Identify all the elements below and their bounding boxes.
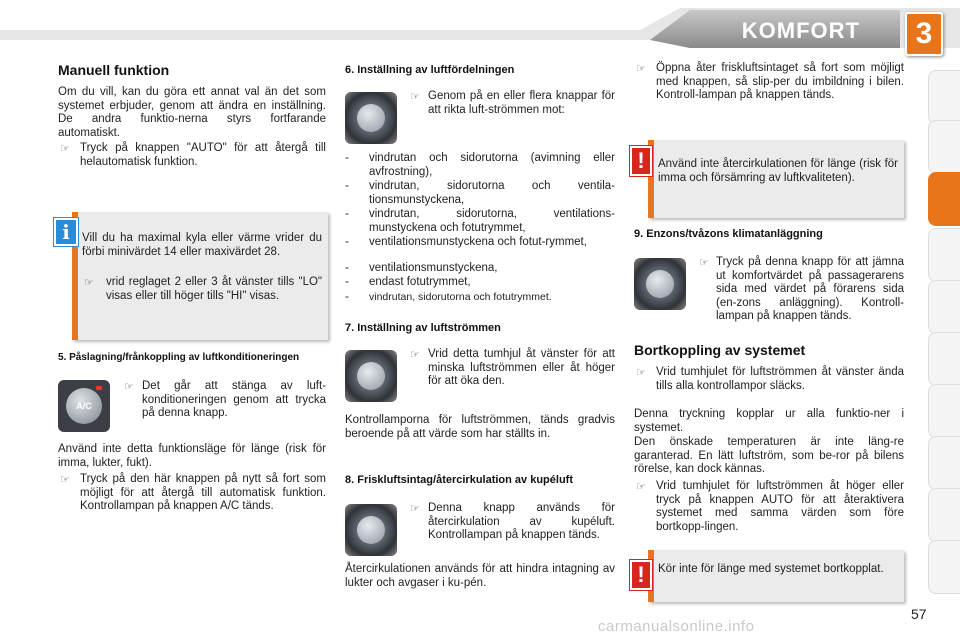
- section8-bullet: Denna knapp används för återcirkulation av kupéluft. Kontrollampan på knappen tänds.: [428, 502, 615, 541]
- side-tab[interactable]: [928, 540, 960, 594]
- air-distribution-knob-image: [345, 92, 397, 144]
- ac-button-image: [58, 380, 110, 432]
- section7-bullet: Vrid detta tumhjul åt vänster för att minska luftströmmen eller åt höger för att öka den.: [428, 348, 615, 387]
- section8-para: Återcirkulationen används för att hindra intagning av lukter och avgaser i ku-pén.: [345, 563, 615, 589]
- recirculation-button-image: [345, 504, 397, 556]
- pointing-hand-icon: ☞: [410, 503, 420, 515]
- chapter-number: 3: [905, 12, 943, 56]
- side-tab[interactable]: [928, 228, 960, 282]
- pointing-hand-icon: ☞: [124, 381, 134, 393]
- bortkoppling-bullet1: Vrid tumhjulet för luftströmmen åt vänster ända tills alla kontrollampor släcks.: [656, 366, 904, 392]
- pointing-hand-icon: ☞: [636, 367, 646, 379]
- side-tab[interactable]: [928, 332, 960, 386]
- page-number: 57: [911, 606, 927, 622]
- side-tab[interactable]: [928, 384, 960, 438]
- bortkoppling-para2: Den önskade temperaturen är inte läng-re garanterad. En lätt luftström, som be-ror på bilens rörelse, kan dock kännas.: [634, 436, 904, 475]
- section6-bullet: Genom på en eller flera knappar för att rikta luft-strömmen mot:: [428, 90, 615, 116]
- pointing-hand-icon: ☞: [636, 481, 646, 493]
- airflow-thumbwheel-image: [345, 350, 397, 402]
- list-item: vindrutan och sidorutorna (avimning eller avfrostning),: [369, 152, 615, 178]
- heading-section-6: 6. Inställning av luftfördelningen: [345, 64, 515, 76]
- pointing-hand-icon: ☞: [636, 63, 646, 75]
- bullet-open-fresh-air: Öppna åter friskluftsintaget så fort som möjligt med knappen, så slip-per du imbildning i bilen. Kontroll-lampan på knappen tänds.: [656, 62, 904, 101]
- pointing-hand-icon: ☞: [410, 91, 420, 103]
- info-icon: i: [54, 218, 78, 246]
- pointing-hand-icon: ☞: [410, 349, 420, 361]
- list-item: endast fotutrymmet,: [369, 276, 471, 288]
- ac-label: A/C: [66, 388, 102, 424]
- warning-text-disabled: Kör inte för länge med systemet bortkopplat.: [658, 563, 884, 575]
- page-title: KOMFORT: [741, 18, 860, 43]
- heading-section-7: 7. Inställning av luftströmmen: [345, 322, 501, 334]
- warning-text-recirculation: Använd inte återcirkulationen för länge (risk för imma och försämring av luftkvaliteten).: [658, 158, 898, 184]
- section9-bullet: Tryck på denna knapp för att jämna ut komfortvärdet på passagerarens sida med värdet på förarens sida (en-zons anläggning). Kontroll-lampan på knappen tänds.: [716, 256, 904, 322]
- info-box-bullet: vrid reglaget 2 eller 3 åt vänster tills "LO" visas eller till höger tills "HI" visas.: [106, 276, 322, 302]
- mono-dual-zone-button-image: [634, 258, 686, 310]
- heading-section-9: 9. Enzons/tvåzons klimatanläggning: [634, 228, 823, 240]
- watermark: carmanualsonline.info: [598, 618, 755, 635]
- bortkoppling-bullet2: Vrid tumhjulet för luftströmmen åt höger eller tryck på knappen AUTO för att återaktivera systemet med samma värden som före bortkopp-lingen.: [656, 480, 904, 533]
- heading-manuell-funktion: Manuell funktion: [58, 62, 170, 78]
- side-tab[interactable]: [928, 488, 960, 542]
- heading-section-8: 8. Friskluftsintag/återcirkulation av kupéluft: [345, 474, 573, 486]
- bortkoppling-para1: Denna tryckning kopplar ur alla funktio-ner i systemet.: [634, 408, 904, 434]
- warning-icon: !: [630, 560, 652, 590]
- side-tab[interactable]: [928, 70, 960, 124]
- pointing-hand-icon: ☞: [84, 277, 94, 289]
- pointing-hand-icon: ☞: [60, 143, 70, 155]
- section5-para: Använd inte detta funktionsläge för länge (risk för imma, lukter, fukt).: [58, 443, 326, 469]
- section5-bullet1: Det går att stänga av luft-konditioneringen genom att trycka på denna knapp.: [142, 380, 326, 419]
- list-item: ventilationsmunstyckena och fotut-rymmet,: [369, 236, 587, 248]
- list-item: ventilationsmunstyckena,: [369, 262, 498, 274]
- heading-section-5: 5. Påslagning/frånkoppling av luftkonditioneringen: [58, 352, 300, 363]
- intro-paragraph: Om du vill, kan du göra ett annat val än det som systemet erbjuder, genom att ändra en inställning. De andra funktio-nerna styrs fortfarande automatiskt.: [58, 86, 326, 139]
- ac-indicator-lamp: [96, 386, 102, 390]
- side-tab-active[interactable]: [928, 172, 960, 226]
- side-tab[interactable]: [928, 120, 960, 174]
- list-item: vindrutan, sidorutorna och ventila-tionsmunstyckena,: [369, 180, 615, 206]
- warning-icon: !: [630, 146, 652, 176]
- side-tab[interactable]: [928, 436, 960, 490]
- bullet-auto: Tryck på knappen "AUTO" för att återgå till helautomatisk funktion.: [80, 142, 326, 168]
- heading-bortkoppling: Bortkoppling av systemet: [634, 342, 806, 358]
- list-item: vindrutan, sidorutorna och fotutrymmet.: [369, 291, 552, 303]
- list-item: vindrutan, sidorutorna, ventilations-munstyckena och fotutrymmet,: [369, 208, 615, 234]
- side-tab[interactable]: [928, 280, 960, 334]
- section5-bullet2: Tryck på den här knappen på nytt så fort som möjligt för att återgå till automatisk funktion. Kontrollampan på knappen A/C tänds.: [80, 473, 326, 512]
- section7-para: Kontrollamporna för luftströmmen, tänds gradvis beroende på att värde som har ställts in.: [345, 414, 615, 440]
- info-box-text: Vill du ha maximal kyla eller värme vrider du förbi minivärdet 14 eller maxivärdet 28.: [82, 232, 322, 258]
- pointing-hand-icon: ☞: [60, 474, 70, 486]
- pointing-hand-icon: ☞: [699, 257, 709, 269]
